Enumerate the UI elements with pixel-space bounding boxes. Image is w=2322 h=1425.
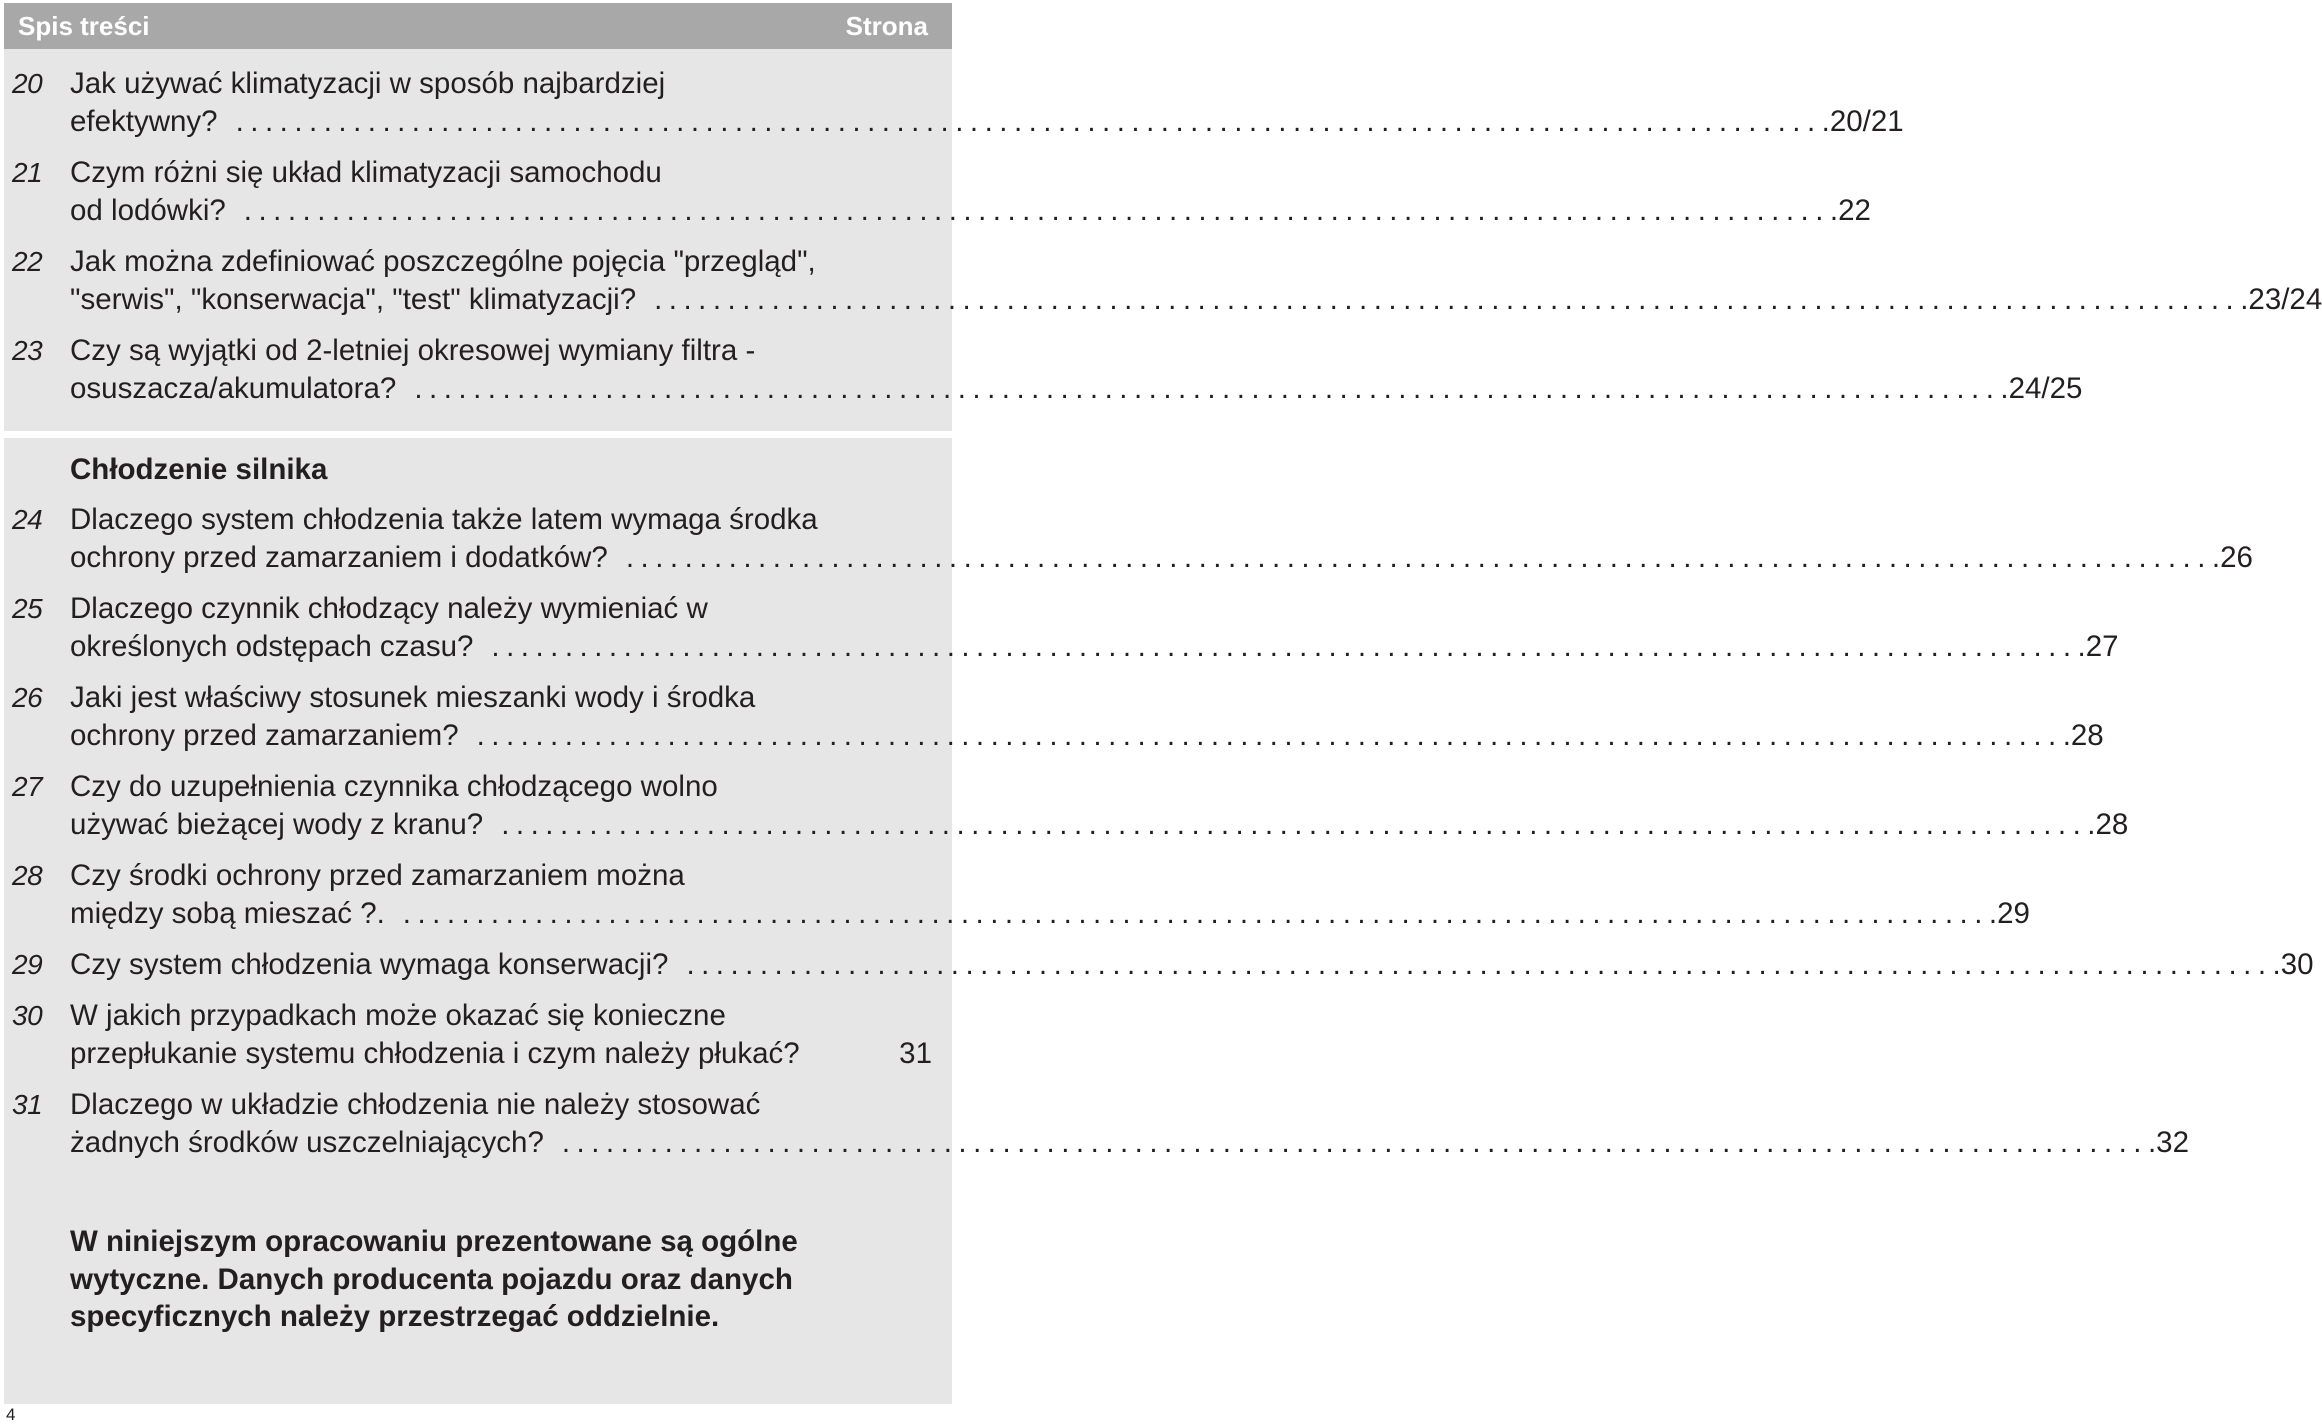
dot-leader: ............................................................................................................: [476, 719, 2063, 752]
entry-text: Czym różni się układ klimatyzacji samochodu: [70, 156, 662, 189]
toc-header: [4, 3, 952, 49]
entry-text: Czy są wyjątki od 2-letniej okresowej wymiany filtra -: [70, 334, 756, 367]
entry-page: .23/24: [2240, 283, 2322, 316]
entry-page: .32: [2147, 1126, 2189, 1159]
entry-page: .22: [1829, 194, 1871, 227]
section-title: Chłodzenie silnika: [70, 453, 328, 486]
entry-text: Jak można zdefiniować poszczególne pojęcia "przegląd",: [70, 245, 816, 278]
entry-page: .30: [2272, 948, 2314, 981]
note-line: specyficznych należy przestrzegać oddzielnie.: [70, 1300, 720, 1333]
entry-number: 23: [12, 335, 43, 366]
entry-last-line: [70, 806, 2129, 844]
entry-text: Czy system chłodzenia wymaga konserwacji?: [70, 948, 669, 981]
entry-text: Dlaczego czynnik chłodzący należy wymieniać w: [70, 592, 708, 625]
entry-last-line: [70, 895, 2030, 933]
entry-page: .28: [2087, 808, 2129, 841]
entry-text: używać bieżącej wody z kranu?: [70, 808, 484, 841]
entry-number: 30: [12, 1000, 43, 1031]
entry-text: od lodówki?: [70, 194, 226, 227]
entry-last-line: [70, 1035, 932, 1073]
entry-last-line: [70, 281, 2322, 319]
entry-last-line: [70, 192, 1871, 230]
entry-number: 24: [12, 504, 43, 535]
toc-panel-top: [4, 49, 2322, 431]
entry-text: W jakich przypadkach może okazać się konieczne: [70, 999, 726, 1032]
entry-text: osuszacza/akumulatora?: [70, 372, 397, 405]
entry-number: 28: [12, 860, 43, 891]
entry-text: "serwis", "konserwacja", "test" klimatyzacji?: [70, 283, 637, 316]
entry-page: .24/25: [2000, 372, 2083, 405]
dot-leader: ............................................................................................................: [561, 1126, 2148, 1159]
dot-leader: ............................................................................................................: [402, 897, 1989, 930]
page-number: 4: [6, 1405, 16, 1424]
entry-page: 31: [899, 1037, 932, 1070]
entry-page: .29: [1988, 897, 2030, 930]
entry-number: 31: [12, 1089, 43, 1120]
page-column-label: Strona: [845, 11, 928, 41]
dot-leader: ............................................................................................................: [491, 630, 2078, 663]
entry-number: 29: [12, 949, 43, 980]
entry-text: Czy do uzupełnienia czynnika chłodzącego wolno: [70, 770, 718, 803]
disclaimer-note: [70, 1223, 930, 1336]
entry-text: przepłukanie systemu chłodzenia i czym należy płukać?: [70, 1037, 800, 1070]
entry-last-line: [70, 717, 2104, 755]
entry-last-line: [70, 539, 2253, 577]
dot-leader: ............................................................................................................: [625, 541, 2212, 574]
entry-number: 22: [12, 246, 43, 277]
entry-page: .20/21: [1821, 105, 1904, 138]
entry-text: Dlaczego system chłodzenia także latem wymaga środka: [70, 503, 818, 536]
note-line: W niniejszym opracowaniu prezentowane są ogólne: [70, 1225, 798, 1258]
toc-panel-bottom: [4, 438, 2314, 1404]
note-line: wytyczne. Danych producenta pojazdu oraz danych: [70, 1262, 793, 1296]
dot-leader: ............................................................................................................: [243, 194, 1830, 227]
entry-text: efektywny?: [70, 105, 218, 138]
entry-last-line: [70, 628, 2119, 666]
toc-title: Spis treści: [18, 11, 150, 41]
entry-last-line: [70, 946, 2314, 984]
entry-page: .28: [2062, 719, 2104, 752]
entry-text: ochrony przed zamarzaniem i dodatków?: [70, 541, 608, 574]
entry-last-line: [70, 370, 2083, 408]
entry-number: 25: [12, 593, 43, 624]
entry-number: 27: [12, 771, 43, 802]
entry-text: ochrony przed zamarzaniem?: [70, 719, 459, 752]
dot-leader: ............................................................................................................: [414, 372, 2001, 405]
entry-last-line: [70, 103, 1904, 141]
entry-text: Jak używać klimatyzacji w sposób najbardziej: [70, 67, 666, 100]
entry-page: .27: [2077, 630, 2119, 663]
entry-text: określonych odstępach czasu?: [70, 630, 474, 663]
entry-text: Dlaczego w układzie chłodzenia nie należy stosować: [70, 1088, 761, 1121]
entry-number: 21: [12, 157, 43, 188]
entry-text: Czy środki ochrony przed zamarzaniem można: [70, 859, 685, 892]
dot-leader: ............................................................................................................: [235, 105, 1822, 138]
entry-page: .26: [2211, 541, 2253, 574]
entry-text: żadnych środków uszczelniających?: [70, 1126, 544, 1159]
dot-leader: ............................................................................................................: [686, 948, 2273, 981]
dot-leader: ............................................................................................................: [501, 808, 2088, 841]
entry-last-line: [70, 1124, 2189, 1162]
entry-number: 20: [12, 68, 43, 99]
entry-number: 26: [12, 682, 43, 713]
entry-text: między sobą mieszać ?.: [70, 897, 385, 930]
dot-leader: ............................................................................................................: [654, 283, 2241, 316]
entry-text: Jaki jest właściwy stosunek mieszanki wody i środka: [70, 681, 756, 714]
